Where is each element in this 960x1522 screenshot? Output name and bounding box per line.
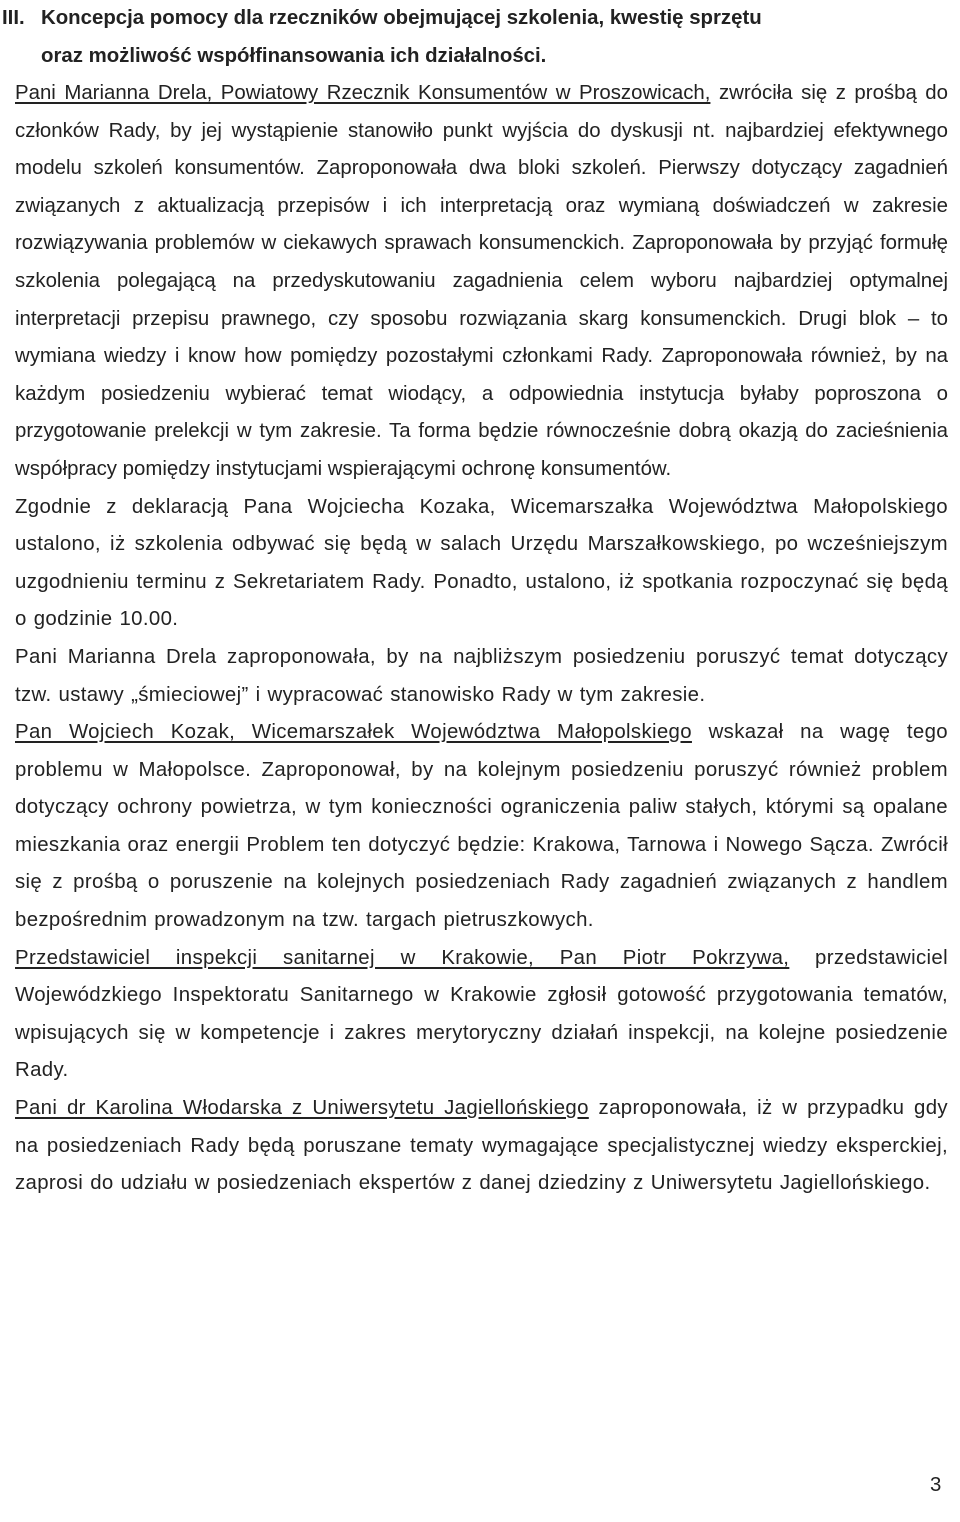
heading-line-1 [0, 0, 950, 38]
paragraph-kozak-declaration [15, 489, 948, 639]
heading-title-line-1: Koncepcja pomocy dla rzeczników obejmującej szkolenia, kwestię sprzętu [41, 7, 762, 29]
speaker-name: Pan Wojciech Kozak, Wicemarszałek Województwa Małopolskiego [15, 721, 692, 744]
paragraph-pokrzywa [15, 940, 948, 1090]
paragraph-text: wskazał na wagę tego problemu w Małopolsce. Zaproponował, by na kolejnym posiedzeniu poruszyć również problem dotyczący ochrony powietrza, w tym konieczności ograniczenia paliw stałych, którymi są opalane mieszkania oraz energii Problem ten dotyczyć będzie: Krakowa, Tarnowa i Nowego Sącza. Zwrócił się z prośbą o poruszenie na kolejnych posiedzeniach Rady zagadnień związanych z handlem bezpośrednim prowadzonym na tzw. targach pietruszkowych. [15, 721, 949, 932]
paragraph-text: zaproponowała, iż w przypadku gdy na posiedzeniach Rady będą poruszane tematy wymagające specjalistycznej wiedzy eksperckiej, zaprosi do udziału w posiedzeniach ekspertów z danej dziedziny z Uniwersytetu Jagiellońskiego. [15, 1097, 948, 1195]
paragraph-drela-training [15, 75, 948, 489]
paragraph-kozak [15, 714, 948, 940]
speaker-name: Pani dr Karolina Włodarska z Uniwersytetu Jagiellońskiego [15, 1097, 589, 1120]
paragraph-wlodarska [15, 1090, 948, 1203]
paragraph-text: Pani Marianna Drela zaproponowała, by na najbliższym posiedzeniu poruszyć temat dotyczący tzw. ustawy „śmieciowej” i wypracować stanowisko Rady w tym zakresie. [15, 645, 948, 706]
paragraph-text: Zgodnie z deklaracją Pana Wojciecha Kozaka, Wicemarszałka Województwa Małopolskiego ustalono, iż szkolenia odbywać się będą w salach Urzędu Marszałkowskiego, po wcześniejszym uzgodnieniu terminu z Sekretariatem Rady. Ponadto, ustalono, iż spotkania rozpoczynać się będą o godzinie 10.00. [15, 495, 948, 631]
section-number: III. [2, 7, 25, 29]
speaker-name: Przedstawiciel inspekcji sanitarnej w Krakowie, Pan Piotr Pokrzywa, [15, 946, 790, 969]
speaker-name: Pani Marianna Drela, Powiatowy Rzecznik Konsumentów w Proszowicach, [15, 82, 711, 104]
section-heading [0, 0, 950, 75]
paragraph-drela-proposal [15, 639, 948, 714]
page-number: 3 [930, 1474, 942, 1496]
heading-title-line-2: oraz możliwość współfinansowania ich działalności. [41, 44, 547, 67]
paragraph-text: przedstawiciel Wojewódzkiego Inspektoratu Sanitarnego w Krakowie zgłosił gotowość przygotowania tematów, wpisujących się w kompetencje i zakres merytoryczny działań inspekcji, na kolejne posiedzenie Rady. [15, 946, 948, 1082]
document-body [15, 75, 948, 1203]
paragraph-text: zwróciła się z prośbą do członków Rady, by jej wystąpienie stanowiło punkt wyjścia do dyskusji nt. najbardziej efektywnego modelu szkoleń konsumentów. Zaproponowała dwa bloki szkoleń. Pierwszy dotyczący zagadnień związanych z aktualizacją przepisów i ich interpretacją oraz wymianą doświadczeń w zakresie rozwiązywania problemów w ciekawych sprawach konsumenckich. Zaproponowała by przyjąć formułę szkolenia polegającą na przedyskutowaniu zagadnienia celem wyboru najbardziej optymalnej interpretacji przepisu prawnego, czy sposobu rozwiązania skarg konsumenckich. Drugi blok – to wymiana wiedzy i know how pomiędzy pozostałymi członkami Rady. Zaproponowała również, by na każdym posiedzeniu wybierać temat wiodący, a odpowiednia instytucja byłaby poproszona o przygotowanie prelekcji w tym zakresie. Ta forma będzie równocześnie dobrą okazją do zacieśnienia współpracy pomiędzy instytucjami wspierającymi ochronę konsumentów. [15, 82, 948, 480]
